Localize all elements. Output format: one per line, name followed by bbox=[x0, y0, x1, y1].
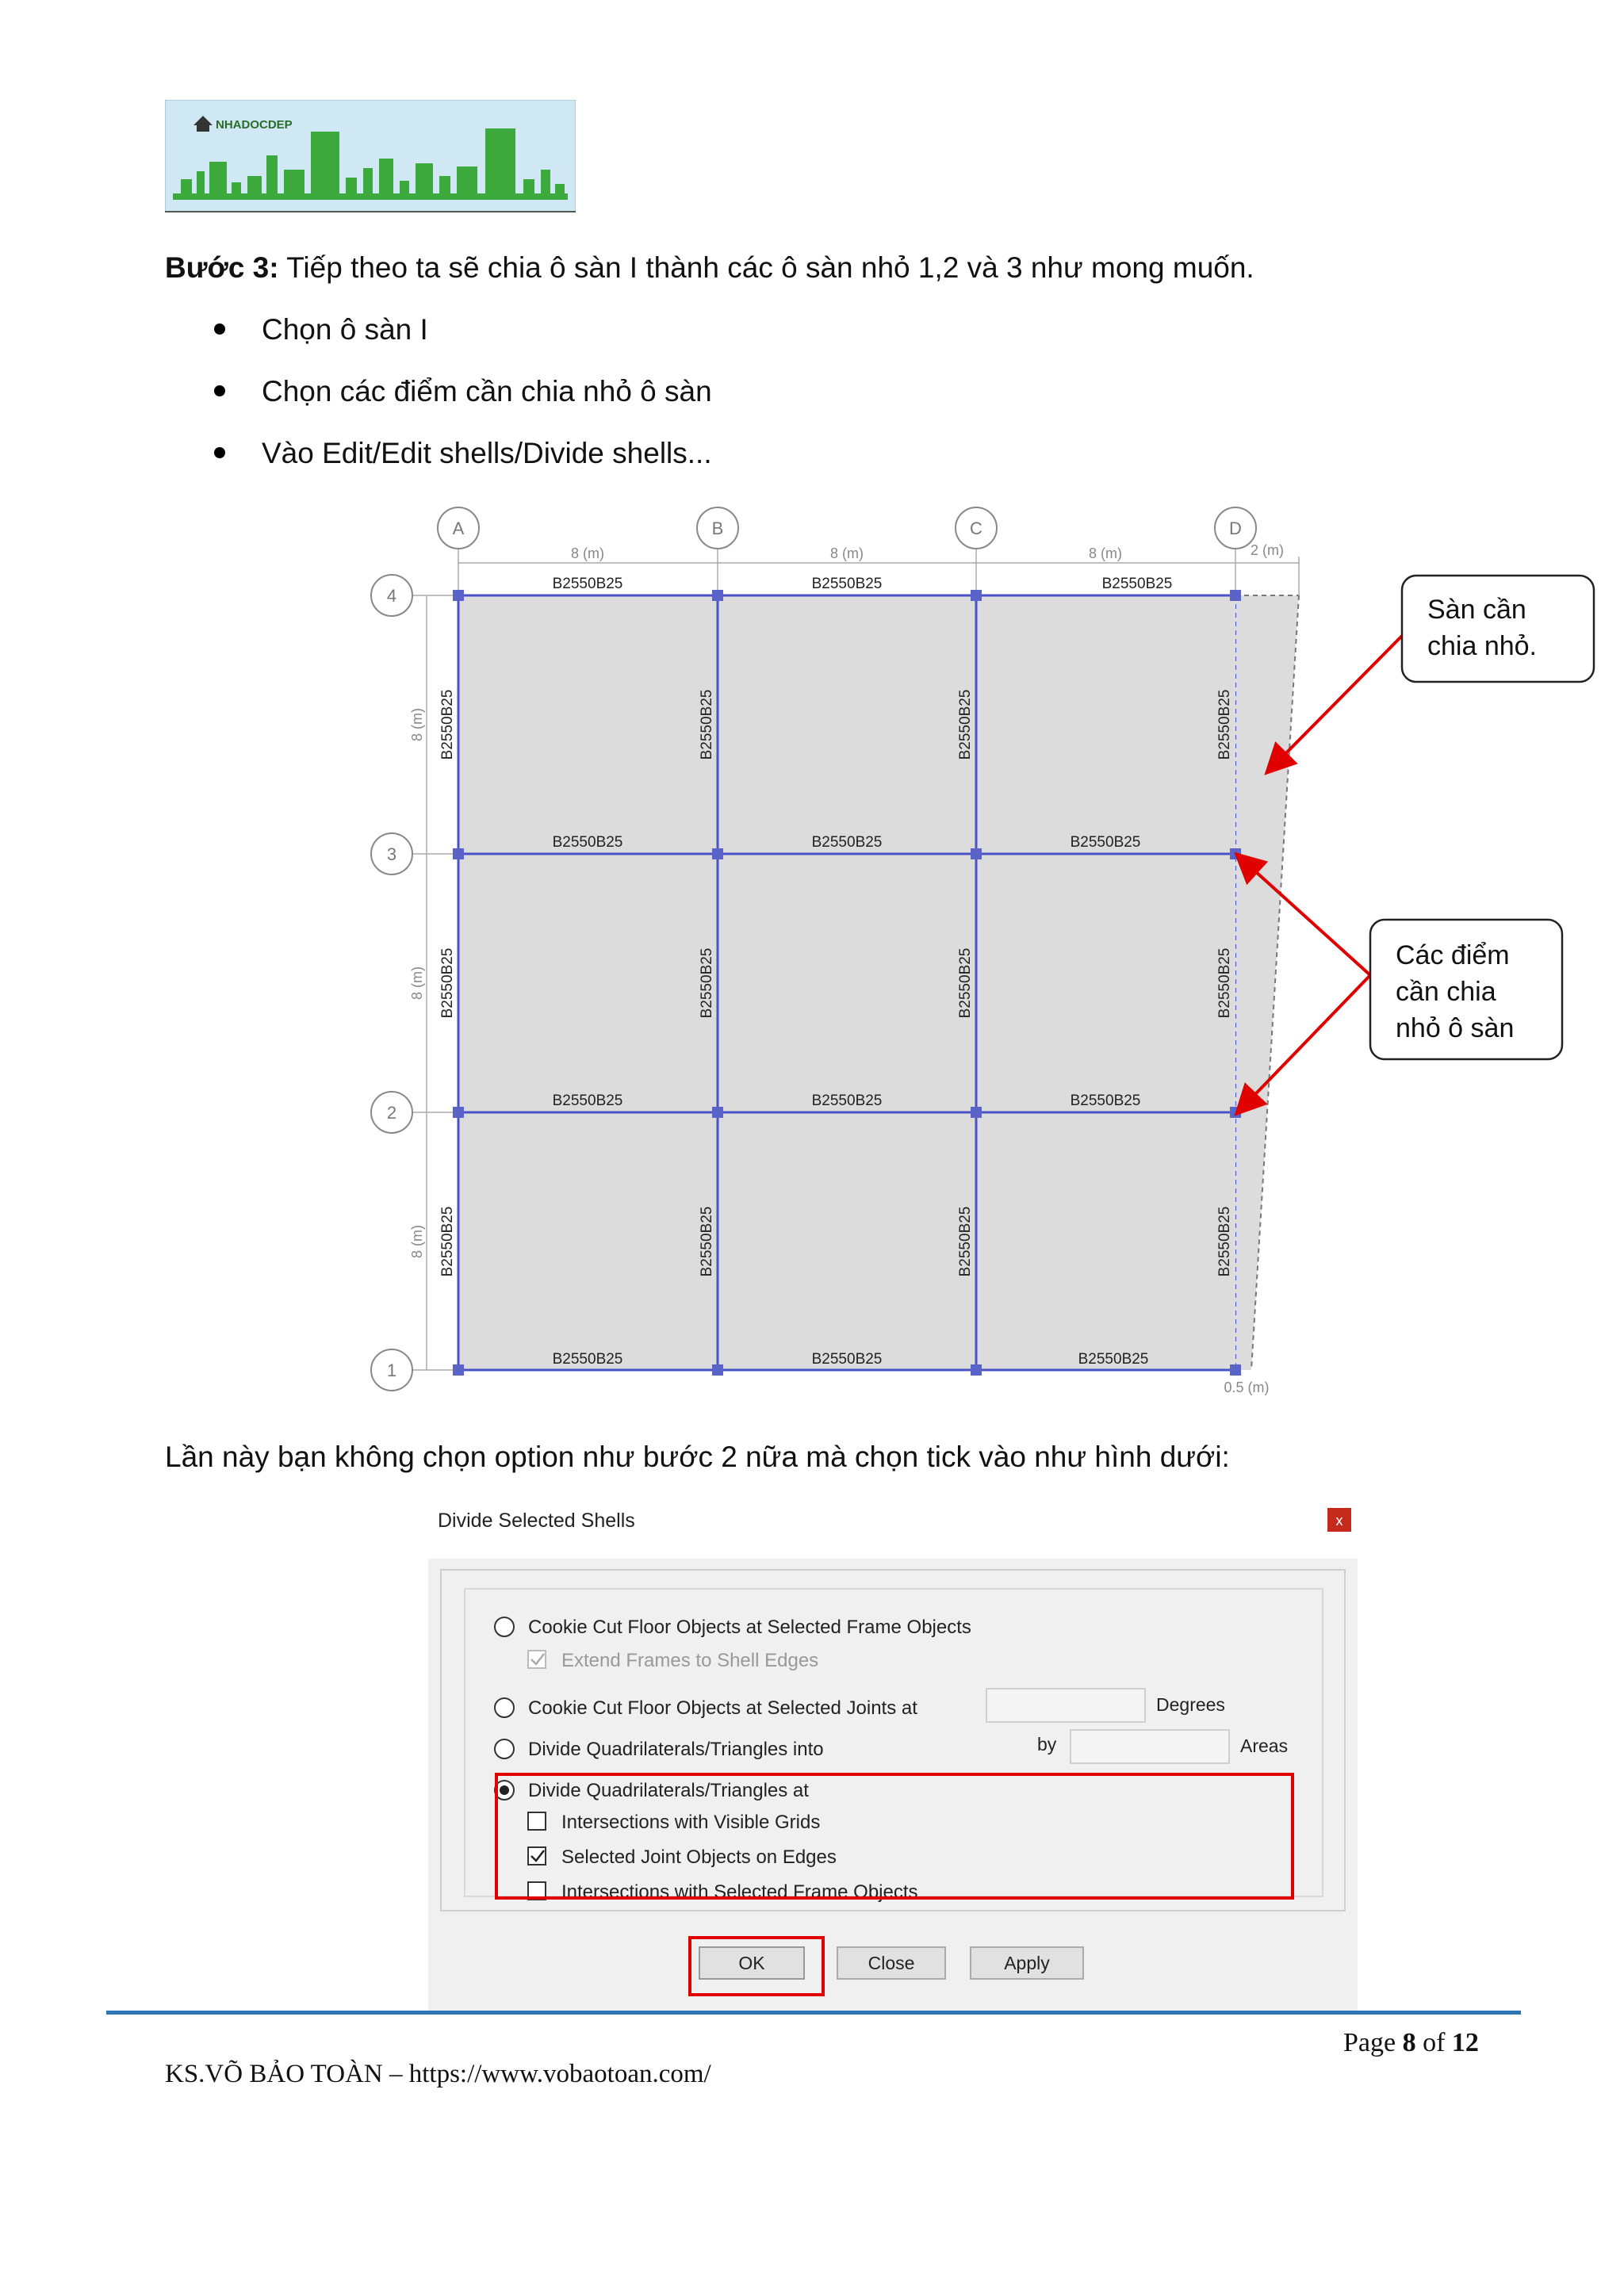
grid-bubble-label: 2 bbox=[386, 1103, 397, 1123]
beam-label: B2550B25 bbox=[699, 947, 715, 1019]
page-of: of bbox=[1415, 2028, 1452, 2057]
grid-bubble-label: B bbox=[711, 519, 724, 538]
bullet-item bbox=[214, 311, 428, 349]
span-dimension: 8 (m) bbox=[409, 1225, 425, 1258]
beam-label: B2550B25 bbox=[439, 947, 456, 1019]
ok-button-label: OK bbox=[738, 1953, 765, 1973]
grid-bubble-label: C bbox=[970, 519, 982, 538]
callout-text: cần chia bbox=[1396, 977, 1496, 1007]
step3-text: Tiếp theo ta sẽ chia ô sàn I thành các ô sàn nhỏ 1,2 và 3 như mong muốn. bbox=[278, 251, 1254, 284]
page-number bbox=[1343, 2028, 1479, 2058]
callout-text: chia nhỏ. bbox=[1427, 631, 1537, 661]
grid-bubble-label: A bbox=[452, 519, 465, 538]
span-dimension: 0.5 (m) bbox=[1224, 1380, 1270, 1395]
bullet-dot-icon bbox=[214, 385, 225, 396]
bullet-text: Chọn ô sàn I bbox=[262, 313, 428, 346]
span-dimension: 8 (m) bbox=[830, 545, 864, 561]
extend-frames-checkbox[interactable] bbox=[528, 1651, 546, 1668]
checkbox-label: Intersections with Visible Grids bbox=[561, 1812, 821, 1833]
radio-label: Cookie Cut Floor Objects at Selected Joints at bbox=[528, 1697, 917, 1719]
bullet-item bbox=[214, 373, 712, 411]
step3-paragraph bbox=[165, 249, 1254, 287]
extra-slab-strip bbox=[1235, 595, 1299, 1370]
span-dimension: 8 (m) bbox=[1089, 545, 1122, 561]
span-dimension: 8 (m) bbox=[409, 708, 425, 741]
company-logo bbox=[165, 100, 576, 212]
beam-label: B2550B25 bbox=[957, 1206, 974, 1277]
instruction-paragraph: Lần này bạn không chọn option như bước 2 nữa mà chọn tick vào như hình dưới: bbox=[165, 1441, 1230, 1473]
beam-label: B2550B25 bbox=[699, 689, 715, 760]
callout-text: Các điểm bbox=[1396, 940, 1510, 970]
beam-label: B2550B25 bbox=[552, 1351, 623, 1368]
visible-grids-checkbox[interactable] bbox=[528, 1812, 546, 1830]
cookie-cut-joints-radio[interactable] bbox=[495, 1698, 514, 1717]
joint-objects-checkbox[interactable] bbox=[528, 1847, 546, 1865]
beam-label: B2550B25 bbox=[1070, 1093, 1141, 1109]
page-current: 8 bbox=[1402, 2028, 1416, 2057]
beam-label: B2550B25 bbox=[1216, 1206, 1233, 1277]
divide-shells-dialog bbox=[428, 1495, 1358, 2015]
callout-text: nhỏ ô sàn bbox=[1396, 1013, 1515, 1043]
grid-bubble-label: 3 bbox=[386, 844, 397, 864]
beam-label: B2550B25 bbox=[699, 1206, 715, 1277]
bullet-item bbox=[214, 434, 712, 473]
by-label: by bbox=[1037, 1734, 1057, 1755]
beam-label: B2550B25 bbox=[1216, 947, 1233, 1019]
slab-area bbox=[458, 595, 1235, 1370]
beam-label: B2550B25 bbox=[811, 576, 883, 592]
span-dimension: 8 (m) bbox=[571, 545, 604, 561]
cookie-cut-frames-radio[interactable] bbox=[495, 1617, 514, 1636]
beam-label: B2550B25 bbox=[1101, 576, 1173, 592]
apply-button-label: Apply bbox=[1004, 1953, 1050, 1973]
logo-text: NHADOCDEP bbox=[216, 118, 293, 132]
divide-into-radio[interactable] bbox=[495, 1739, 514, 1758]
checkbox-label: Intersections with Selected Frame Objects bbox=[561, 1881, 918, 1903]
grid-bubble-label: 4 bbox=[386, 586, 397, 606]
step3-label: Bước 3: bbox=[165, 251, 279, 284]
bullet-dot-icon bbox=[214, 323, 225, 335]
callout-text: Sàn cần bbox=[1427, 595, 1526, 625]
areas-input[interactable] bbox=[1071, 1730, 1229, 1763]
beam-label: B2550B25 bbox=[957, 947, 974, 1019]
footer-author: KS.VÕ BẢO TOÀN – https://www.vobaotoan.com/ bbox=[165, 2060, 711, 2088]
beam-label: B2550B25 bbox=[1216, 689, 1233, 760]
degrees-label: Degrees bbox=[1156, 1694, 1225, 1715]
page-total: 12 bbox=[1451, 2028, 1479, 2057]
close-button-label: Close bbox=[868, 1953, 915, 1973]
beam-label: B2550B25 bbox=[552, 1093, 623, 1109]
bullet-text: Vào Edit/Edit shells/Divide shells... bbox=[262, 437, 712, 469]
degrees-input[interactable] bbox=[986, 1689, 1145, 1722]
radio-label: Divide Quadrilaterals/Triangles into bbox=[528, 1739, 824, 1760]
beam-label: B2550B25 bbox=[957, 689, 974, 760]
checkbox-label: Selected Joint Objects on Edges bbox=[561, 1846, 837, 1868]
areas-label: Areas bbox=[1240, 1735, 1289, 1756]
beam-label: B2550B25 bbox=[811, 834, 883, 851]
dialog-title: Divide Selected Shells bbox=[438, 1510, 635, 1532]
beam-label: B2550B25 bbox=[811, 1093, 883, 1109]
beam-label: B2550B25 bbox=[439, 1206, 456, 1277]
page-prefix: Page bbox=[1343, 2028, 1403, 2057]
beam-label: B2550B25 bbox=[552, 576, 623, 592]
beam-label: B2550B25 bbox=[811, 1351, 883, 1368]
checkbox-label: Extend Frames to Shell Edges bbox=[561, 1650, 819, 1671]
beam-label: B2550B25 bbox=[1078, 1351, 1149, 1368]
bullet-text: Chọn các điểm cần chia nhỏ ô sàn bbox=[262, 375, 712, 408]
floor-plan-diagram bbox=[365, 501, 1602, 1413]
radio-selected-dot-icon bbox=[500, 1785, 509, 1795]
grid-bubble-label: D bbox=[1229, 519, 1242, 538]
beam-label: B2550B25 bbox=[439, 689, 456, 760]
radio-label: Divide Quadrilaterals/Triangles at bbox=[528, 1780, 809, 1801]
callout-box bbox=[1402, 576, 1594, 682]
beam-label: B2550B25 bbox=[552, 834, 623, 851]
span-dimension: 2 (m) bbox=[1251, 542, 1284, 558]
span-dimension: 8 (m) bbox=[409, 966, 425, 1000]
beam-label: B2550B25 bbox=[1070, 834, 1141, 851]
grid-bubble-label: 1 bbox=[386, 1360, 397, 1380]
footer-divider bbox=[106, 2011, 1521, 2015]
bullet-dot-icon bbox=[214, 447, 225, 458]
close-icon: x bbox=[1335, 1513, 1343, 1529]
radio-label: Cookie Cut Floor Objects at Selected Frame Objects bbox=[528, 1617, 971, 1638]
